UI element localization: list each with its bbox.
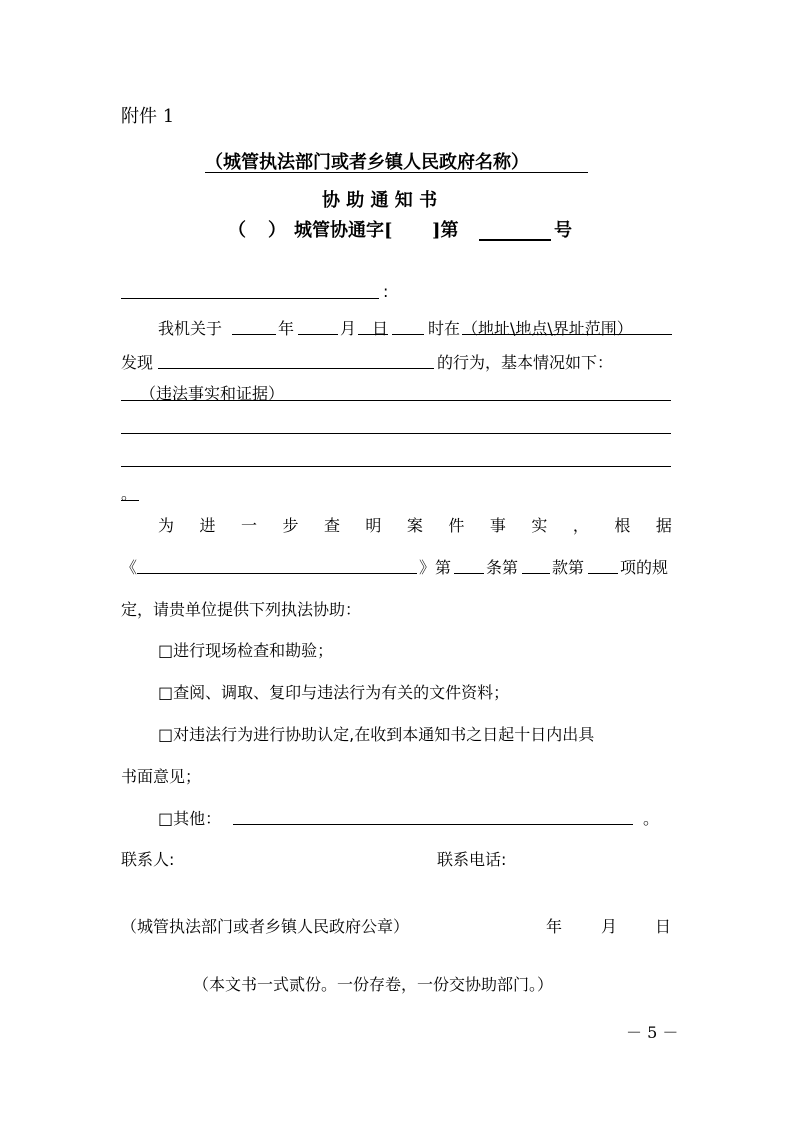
basis-char: 一 bbox=[240, 516, 257, 535]
option-assist-determination: □对违法行为进行协助认定,在收到本通知书之日起十日内出具 bbox=[158, 725, 595, 744]
intro-behavior-suffix: 的行为，基本情况如下： bbox=[437, 353, 614, 372]
basis-char: ， bbox=[572, 516, 589, 535]
article-blank bbox=[454, 573, 484, 574]
page-number: － 5 － bbox=[626, 1023, 679, 1042]
org-name-underline bbox=[205, 172, 588, 173]
seal-day: 日 bbox=[655, 917, 672, 936]
law-item-rule: 项的规 bbox=[620, 558, 669, 577]
doc-number-paren-open: （ bbox=[228, 220, 246, 241]
doc-number-paren-close: ） bbox=[268, 220, 286, 241]
facts-line-3 bbox=[121, 466, 671, 467]
basis-char: 根 bbox=[614, 516, 631, 535]
intro-year: 年 bbox=[278, 319, 295, 338]
basis-char: 明 bbox=[365, 516, 382, 535]
option-other-label: □其他： bbox=[158, 809, 222, 828]
option-other-end: 。 bbox=[643, 809, 660, 828]
doc-number-prefix: 城管协通字[ bbox=[294, 220, 393, 241]
clause-blank bbox=[522, 573, 550, 574]
doc-number-underline bbox=[479, 239, 551, 241]
intro-month: 月 bbox=[340, 319, 357, 338]
facts-line-2 bbox=[121, 433, 671, 434]
org-seal-label: （城管执法部门或者乡镇人民政府公章） bbox=[121, 917, 410, 936]
facts-end-mark: 。 bbox=[121, 484, 138, 503]
facts-placeholder: （违法事实和证据） bbox=[140, 384, 285, 403]
intro-time-at: 时在 bbox=[428, 319, 461, 338]
option-written-opinion: 书面意见； bbox=[121, 767, 202, 786]
law-open-quote: 《 bbox=[121, 558, 138, 577]
contact-phone-label: 联系电话: bbox=[437, 850, 507, 869]
copies-footnote: （本文书一式贰份。一份存卷，一份交协助部门。） bbox=[193, 975, 554, 994]
year-blank bbox=[232, 334, 276, 335]
recipient-colon: : bbox=[383, 282, 389, 301]
contact-person-label: 联系人: bbox=[121, 850, 175, 869]
basis-char: 据 bbox=[655, 516, 672, 535]
basis-char: 为 bbox=[158, 516, 175, 535]
basis-char: 件 bbox=[448, 516, 465, 535]
hour-blank bbox=[392, 334, 424, 335]
law-article: 条第 bbox=[486, 558, 519, 577]
location-underline bbox=[462, 334, 672, 335]
doc-number-suffix: ]第 bbox=[432, 220, 459, 241]
basis-line-3: 定，请贵单位提供下列执法协助： bbox=[121, 600, 362, 619]
basis-justified-line bbox=[158, 513, 672, 536]
basis-char: 事 bbox=[489, 516, 506, 535]
law-close-quote: 》第 bbox=[419, 558, 452, 577]
org-name-title: （城管执法部门或者乡镇人民政府名称） bbox=[205, 152, 529, 173]
intro-day: 日 bbox=[372, 319, 389, 338]
law-name-blank bbox=[137, 573, 417, 574]
seal-month: 月 bbox=[601, 917, 618, 936]
item-blank bbox=[588, 573, 618, 574]
basis-char: 实 bbox=[531, 516, 548, 535]
doc-title: 协 助 通 知 书 bbox=[322, 190, 438, 211]
doc-number-end: 号 bbox=[554, 220, 572, 241]
behavior-blank bbox=[158, 368, 434, 369]
facts-end-underline bbox=[121, 500, 139, 501]
intro-we: 我机关于 bbox=[158, 319, 223, 338]
option-review-documents: □查阅、调取、复印与违法行为有关的文件资料； bbox=[158, 683, 510, 702]
basis-char: 案 bbox=[406, 516, 423, 535]
option-site-inspection: □进行现场检查和勘验； bbox=[158, 641, 334, 660]
seal-year: 年 bbox=[546, 917, 563, 936]
basis-char: 进 bbox=[199, 516, 216, 535]
month-blank bbox=[298, 334, 338, 335]
recipient-underline bbox=[121, 298, 379, 299]
location-placeholder: （地址\地点\界址范围） bbox=[462, 319, 633, 338]
basis-char: 查 bbox=[323, 516, 340, 535]
intro-found: 发现 bbox=[121, 353, 154, 372]
law-clause: 款第 bbox=[552, 558, 585, 577]
attachment-label: 附件 1 bbox=[121, 106, 175, 127]
option-other-blank bbox=[233, 824, 633, 825]
basis-char: 步 bbox=[282, 516, 299, 535]
facts-line-1 bbox=[121, 400, 671, 401]
